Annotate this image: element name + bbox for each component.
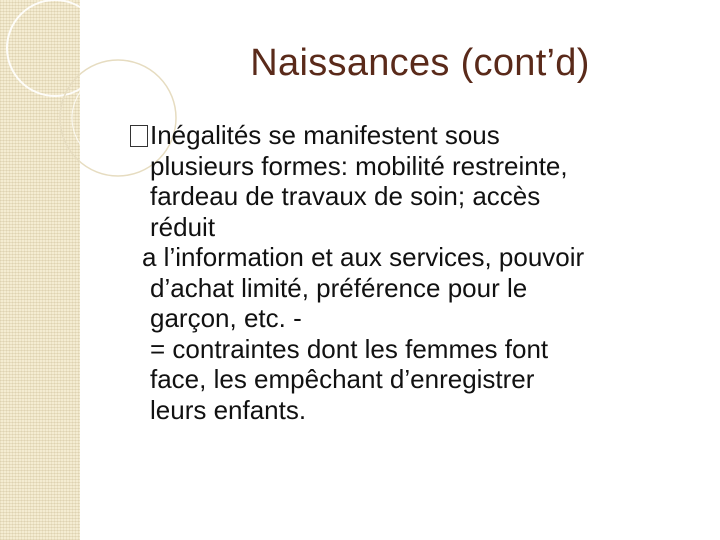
bullet-line-9: face, les empêchant d’enregistrer (150, 364, 535, 394)
bullet-line-4: réduit (150, 211, 216, 242)
bullet-text: Inégalités se manifestent sous (150, 120, 500, 150)
slide-title: Naissances (cont’d) (250, 42, 590, 84)
bullet-line-2: plusieurs formes: mobilité restreinte, (150, 150, 568, 181)
bullet-paragraph (130, 120, 705, 425)
bullet-line-8: = contraintes dont les femmes font (150, 333, 549, 364)
bullet-box-icon (130, 125, 148, 147)
bullet-line-5: a l’information et aux services, pouvoir (142, 242, 585, 272)
bullet-line-3: fardeau de travaux de soin; accès (150, 181, 541, 211)
bullet-line-1 (130, 120, 705, 151)
side-texture-band (0, 0, 80, 540)
bullet-line-7: garçon, etc. - (150, 303, 302, 333)
bullet-line-10: leurs enfants. (150, 394, 307, 425)
bullet-line-6: d’achat limité, préférence pour le (150, 272, 528, 303)
